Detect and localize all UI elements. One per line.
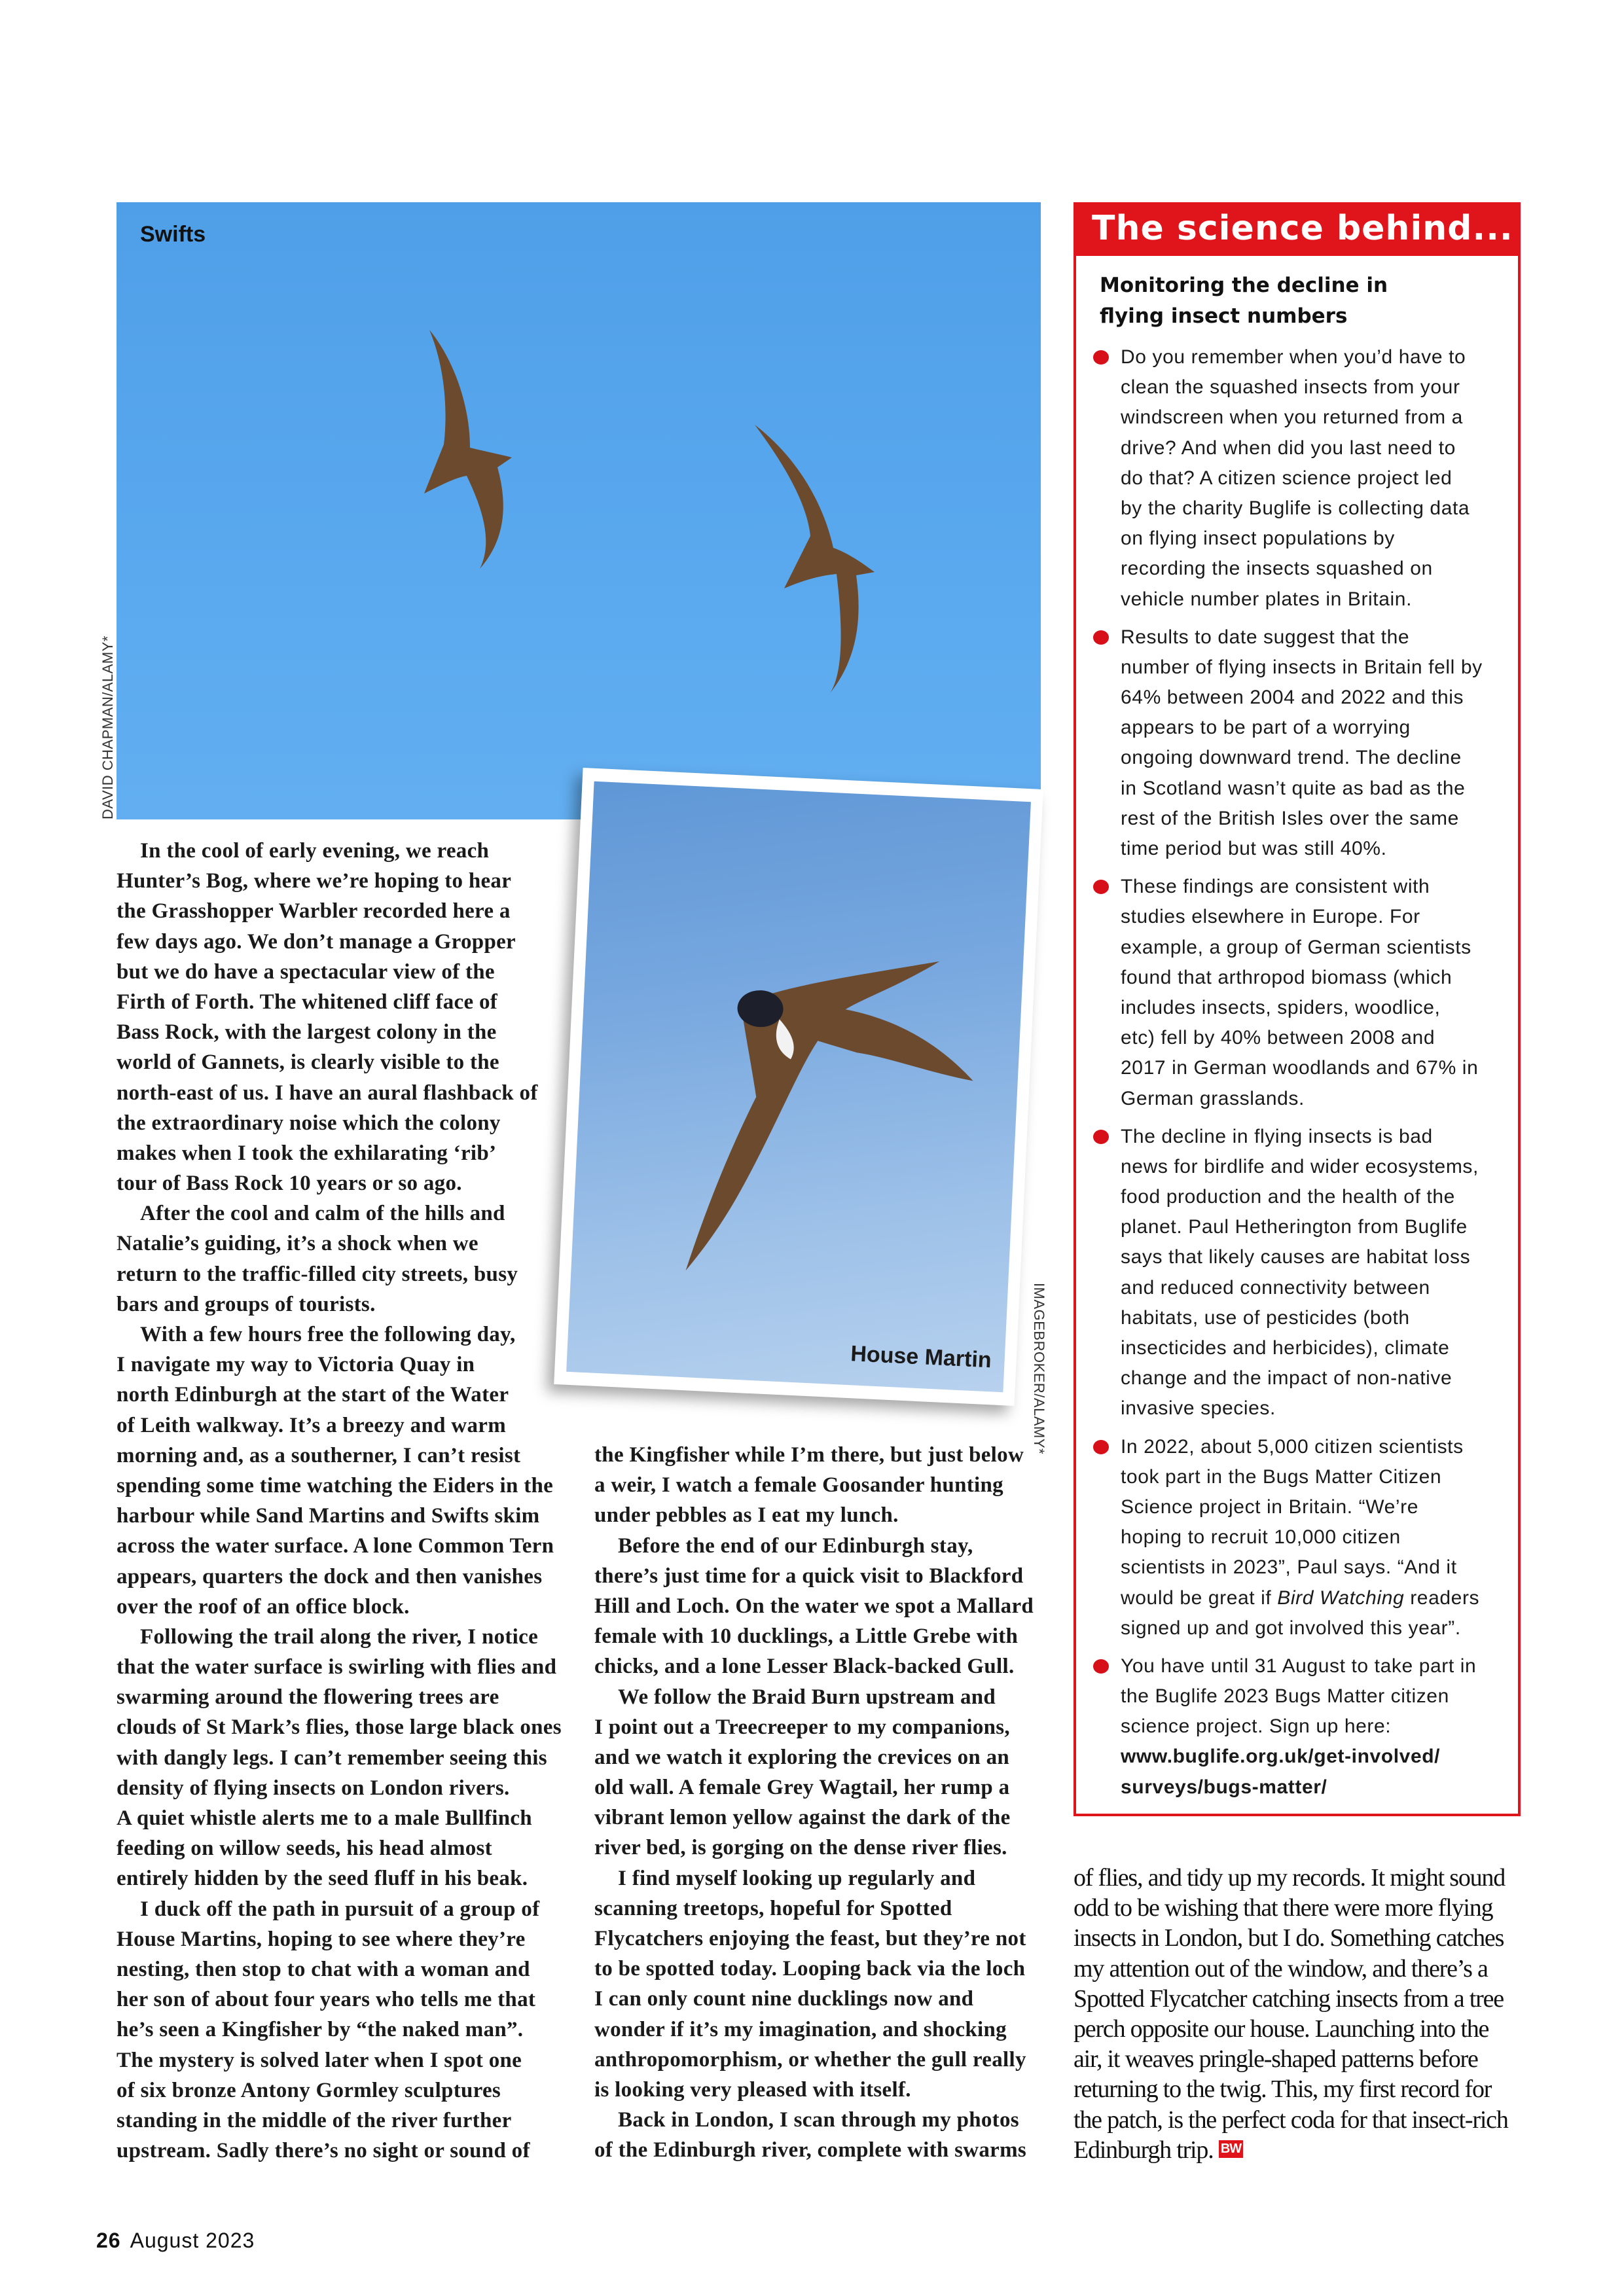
article-line: Spotted Flycatcher catching insects from a tree xyxy=(1074,1984,1504,2013)
bullet-line: on flying insect populations by xyxy=(1121,528,1395,550)
bullet-line: German grasslands. xyxy=(1121,1087,1305,1109)
bullet-line: 64% between 2004 and 2022 and this xyxy=(1121,687,1464,709)
article-line: harbour while Sand Martins and Swifts skim xyxy=(117,1504,540,1528)
bullet-text: would be great if xyxy=(1121,1587,1278,1609)
article-line: few days ago. We don’t manage a Gropper xyxy=(117,929,516,954)
bullet-line: habitats, use of pesticides (both xyxy=(1121,1306,1410,1329)
article-line: feeding on willow seeds, his head almost xyxy=(117,1837,492,1861)
article-line: over the roof of an office block. xyxy=(117,1594,410,1619)
swifts-caption: Swifts xyxy=(140,222,206,247)
house-martin-bird xyxy=(686,950,979,1283)
article-line: with dangly legs. I can’t remember seeing this xyxy=(117,1746,547,1770)
article-line: makes when I took the exhilarating ‘rib’ xyxy=(117,1141,497,1165)
article-line: nesting, then stop to chat with a woman and xyxy=(117,1957,530,1981)
article-line: of the Edinburgh river, complete with swarms xyxy=(594,2138,1027,2162)
bullet-line: In 2022, about 5,000 citizen scientists xyxy=(1121,1435,1464,1458)
article-column-1 xyxy=(117,836,562,2166)
article-line: I duck off the path in pursuit of a group of xyxy=(140,1897,540,1921)
article-column-2 xyxy=(594,1440,1034,2166)
article-line: is looking very pleased with itself. xyxy=(594,2077,911,2102)
bullet-line: food production and the health of the xyxy=(1121,1186,1455,1208)
page-footer xyxy=(96,2229,255,2253)
article-line: standing in the middle of the river further xyxy=(117,2108,512,2132)
article-line: Firth of Forth. The whitened cliff face of xyxy=(117,990,498,1014)
article-line: world of Gannets, is clearly visible to the xyxy=(117,1050,499,1075)
article-line: old wall. A female Grey Wagtail, her rump a xyxy=(594,1776,1010,1800)
bullet-line: science project. Sign up here: xyxy=(1121,1715,1392,1738)
bullet-line: planet. Paul Hetherington from Buglife xyxy=(1121,1216,1468,1238)
article-line: that the water surface is swirling with flies and xyxy=(117,1655,557,1679)
article-line: tour of Bass Rock 10 years or so ago. xyxy=(117,1172,462,1196)
article-line: across the water surface. A lone Common Tern xyxy=(117,1534,554,1558)
article-line: the Grasshopper Warbler recorded here a xyxy=(117,899,511,924)
article-line: House Martins, hoping to see where they’re xyxy=(117,1927,526,1951)
article-line: the patch, is the perfect coda for that insect-rich xyxy=(1074,2106,1508,2134)
article-line: return to the traffic-filled city streets, busy xyxy=(117,1262,518,1286)
bullet-text: readers xyxy=(1404,1587,1480,1609)
swifts-image xyxy=(117,202,1041,819)
sidebar-bullet-item xyxy=(1093,1432,1512,1643)
article-line: Flycatchers enjoying the feast, but they’re not xyxy=(594,1927,1026,1950)
sidebar-bullet-item xyxy=(1093,1122,1512,1424)
swifts-photo-credit: DAVID CHAPMAN/ALAMY* xyxy=(99,636,116,819)
bullet-line: took part in the Bugs Matter Citizen xyxy=(1121,1465,1442,1488)
article-line: I can only count nine ducklings now and xyxy=(594,1987,974,2011)
swift-bird-left xyxy=(424,330,512,569)
bullet-dot-icon xyxy=(1093,350,1109,365)
sidebar-subtitle xyxy=(1100,270,1388,332)
article-line: A quiet whistle alerts me to a male Bullfinch xyxy=(117,1806,532,1830)
bullet-line: etc) fell by 40% between 2008 and xyxy=(1121,1027,1435,1049)
article-line: the extraordinary noise which the colony xyxy=(117,1111,501,1135)
bullet-line: hoping to recruit 10,000 citizen xyxy=(1121,1526,1401,1549)
bullet-line: The decline in flying insects is bad xyxy=(1121,1125,1433,1147)
bullet-line: Results to date suggest that the xyxy=(1121,626,1410,648)
article-line: river bed, is gorging on the dense river flies. xyxy=(594,1836,1007,1860)
article-line: The mystery is solved later when I spot one xyxy=(117,2048,522,2072)
article-line: density of flying insects on London rivers. xyxy=(117,1776,510,1800)
article-line: her son of about four years who tells me that xyxy=(117,1988,536,2012)
bullet-line: and reduced connectivity between xyxy=(1121,1276,1430,1299)
bullet-line: invasive species. xyxy=(1121,1397,1276,1420)
article-line: odd to be wishing that there were more flying xyxy=(1074,1894,1493,1922)
bullet-line: These findings are consistent with xyxy=(1121,876,1430,898)
sidebar-subtitle-line: Monitoring the decline in xyxy=(1100,274,1388,297)
article-line: bars and groups of tourists. xyxy=(117,1292,376,1316)
bullet-line: windscreen when you returned from a xyxy=(1121,406,1463,429)
article-line: Before the end of our Edinburgh stay, xyxy=(618,1534,973,1558)
bullet-line: Science project in Britain. “We’re xyxy=(1121,1496,1419,1518)
bullet-line: the Buglife 2023 Bugs Matter citizen xyxy=(1121,1685,1449,1708)
article-line: entirely hidden by the seed fluff in his beak. xyxy=(117,1867,528,1891)
article-line: my attention out of the window, and there’s a xyxy=(1074,1954,1488,1982)
article-line: north-east of us. I have an aural flashback of xyxy=(117,1081,538,1105)
signup-link[interactable]: www.buglife.org.uk/get-involved/ xyxy=(1121,1746,1441,1768)
article-line: there’s just time for a quick visit to Blackford xyxy=(594,1564,1024,1588)
sidebar-bullet-item xyxy=(1093,872,1512,1114)
signup-link[interactable]: surveys/bugs-matter/ xyxy=(1121,1776,1327,1798)
house-martin-image xyxy=(566,781,1031,1392)
article-line: We follow the Braid Burn upstream and xyxy=(618,1685,996,1709)
article-line: but we do have a spectacular view of the xyxy=(117,960,495,984)
article-line: clouds of St Mark’s flies, those large black ones xyxy=(117,1715,562,1740)
sidebar-bullet-item xyxy=(1093,1651,1512,1803)
bullet-dot-icon xyxy=(1093,1659,1109,1674)
article-line: I find myself looking up regularly and xyxy=(618,1866,976,1890)
bullet-line: time period but was still 40%. xyxy=(1121,838,1387,859)
bullet-line: drive? And when did you last need to xyxy=(1121,437,1456,459)
bullet-line: number of flying insects in Britain fell by xyxy=(1121,656,1483,678)
article-line: Edinburgh trip. xyxy=(1074,2136,1219,2164)
article-line: anthropomorphism, or whether the gull really xyxy=(594,2047,1026,2072)
article-line: Bass Rock, with the largest colony in the xyxy=(117,1020,497,1045)
article-line: perch opposite our house. Launching into the xyxy=(1074,2015,1489,2043)
bullet-line: includes insects, spiders, woodlice, xyxy=(1121,996,1441,1018)
article-line: scanning treetops, hopeful for Spotted xyxy=(594,1896,952,1920)
science-sidebar xyxy=(1074,202,1521,1816)
article-line: returning to the twig. This, my first record for xyxy=(1074,2075,1492,2104)
article-line: I point out a Treecreeper to my companions, xyxy=(594,1715,1010,1739)
article-line: and we watch it exploring the crevices on an xyxy=(594,1745,1010,1769)
bullet-dot-icon xyxy=(1093,880,1109,894)
article-line: With a few hours free the following day, xyxy=(140,1323,516,1346)
article-line: Hill and Loch. On the water we spot a Mallard xyxy=(594,1594,1034,1618)
sidebar-bullet-item xyxy=(1093,622,1512,865)
article-line: a weir, I watch a female Goosander hunting xyxy=(594,1473,1003,1498)
article-line: insects in London, but I do. Something catches xyxy=(1074,1924,1504,1952)
bullet-line: found that arthropod biomass (which xyxy=(1121,966,1453,988)
issue-date: August 2023 xyxy=(130,2229,255,2252)
house-martin-photo-frame xyxy=(554,768,1043,1406)
article-line: I navigate my way to Victoria Quay in xyxy=(117,1353,475,1377)
bullet-line xyxy=(1121,1583,1512,1613)
sidebar-bullet-item xyxy=(1093,342,1512,615)
house-martin-photo-credit: IMAGEBROKER/ALAMY* xyxy=(1031,1283,1047,1455)
sidebar-bullet-list xyxy=(1093,342,1512,1810)
article-line: upstream. Sadly there’s no sight or sound of xyxy=(117,2139,530,2163)
article-line: Natalie’s guiding, it’s a shock when we xyxy=(117,1232,478,1256)
article-column-3 xyxy=(1074,1863,1508,2165)
bullet-line: says that likely causes are habitat loss xyxy=(1121,1246,1471,1268)
sidebar-subtitle-line: flying insect numbers xyxy=(1100,304,1348,328)
article-line: After the cool and calm of the hills and xyxy=(140,1202,505,1226)
article-line: Following the trail along the river, I notice xyxy=(140,1624,539,1649)
bullet-line: recording the insects squashed on xyxy=(1121,558,1433,580)
article-line: air, it weaves pringle-shaped patterns before xyxy=(1074,2045,1478,2073)
bullet-line: scientists in 2023”, Paul says. “And it xyxy=(1121,1556,1457,1579)
article-line: swarming around the flowering trees are xyxy=(117,1685,499,1710)
bullet-line: appears to be part of a worrying xyxy=(1121,717,1411,739)
bullet-line: change and the impact of non-native xyxy=(1121,1367,1453,1390)
bullet-line: You have until 31 August to take part in xyxy=(1121,1655,1477,1677)
article-line: of six bronze Antony Gormley sculptures xyxy=(117,2078,501,2102)
article-line: of Leith walkway. It’s a breezy and warm xyxy=(117,1413,506,1437)
article-line: of flies, and tidy up my records. It might sound xyxy=(1074,1864,1506,1892)
article-line: the Kingfisher while I’m there, but just below xyxy=(594,1443,1024,1467)
article-line: wonder if it’s my imagination, and shocking xyxy=(594,2017,1007,2041)
bullet-line: news for birdlife and wider ecosystems, xyxy=(1121,1155,1479,1177)
article-line: spending some time watching the Eiders in the xyxy=(117,1473,554,1498)
bullet-line: insecticides and herbicides), climate xyxy=(1121,1337,1450,1359)
bullet-dot-icon xyxy=(1093,1440,1109,1454)
article-line: chicks, and a lone Lesser Black-backed Gull. xyxy=(594,1655,1015,1679)
article-line: morning and, as a southerner, I can’t resist xyxy=(117,1443,521,1467)
bullet-line: studies elsewhere in Europe. For xyxy=(1121,906,1420,928)
bullet-line: do that? A citizen science project led xyxy=(1121,467,1453,489)
article-line: he’s seen a Kingfisher by “the naked man”. xyxy=(117,2018,524,2042)
article-line: Back in London, I scan through my photos xyxy=(618,2108,1019,2132)
article-line: In the cool of early evening, we reach xyxy=(140,839,490,863)
bullet-line: by the charity Buglife is collecting data xyxy=(1121,497,1470,519)
page-number: 26 xyxy=(96,2229,121,2252)
bullet-line: example, a group of German scientists xyxy=(1121,936,1471,958)
article-line: female with 10 ducklings, a Little Grebe with xyxy=(594,1624,1019,1649)
article-line: Hunter’s Bog, where we’re hoping to hear xyxy=(117,869,512,893)
bullet-line: 2017 in German woodlands and 67% in xyxy=(1121,1057,1479,1079)
swift-bird-right xyxy=(755,425,875,693)
bullet-dot-icon xyxy=(1093,630,1109,645)
bullet-line: ongoing downward trend. The decline xyxy=(1121,747,1462,769)
swifts-photo xyxy=(117,202,1041,819)
bullet-line: Do you remember when you’d have to xyxy=(1121,346,1466,368)
article-line-final xyxy=(1074,2135,1508,2165)
bullet-line: rest of the British Isles over the same xyxy=(1121,807,1459,829)
article-line: vibrant lemon yellow against the dark of the xyxy=(594,1806,1011,1830)
house-martin-photo xyxy=(566,781,1031,1392)
end-mark-logo: BW xyxy=(1219,2140,1243,2158)
bullet-line: vehicle number plates in Britain. xyxy=(1121,588,1413,610)
article-line: north Edinburgh at the start of the Water xyxy=(117,1383,509,1407)
article-line: to be spotted today. Looping back via the loch xyxy=(594,1957,1026,1981)
article-line: appears, quarters the dock and then vanishes xyxy=(117,1564,543,1588)
bullet-line: clean the squashed insects from your xyxy=(1121,376,1460,399)
magazine-name: Bird Watching xyxy=(1277,1587,1405,1609)
article-line: under pebbles as I eat my lunch. xyxy=(594,1503,899,1528)
bullet-line: in Scotland wasn’t quite as bad as the xyxy=(1121,777,1466,799)
bullet-line: signed up and got involved this year”. xyxy=(1121,1617,1461,1639)
sidebar-title: The science behind... xyxy=(1092,209,1513,248)
sidebar-header xyxy=(1076,205,1518,256)
bullet-dot-icon xyxy=(1093,1130,1109,1144)
house-martin-caption: House Martin xyxy=(850,1341,992,1373)
